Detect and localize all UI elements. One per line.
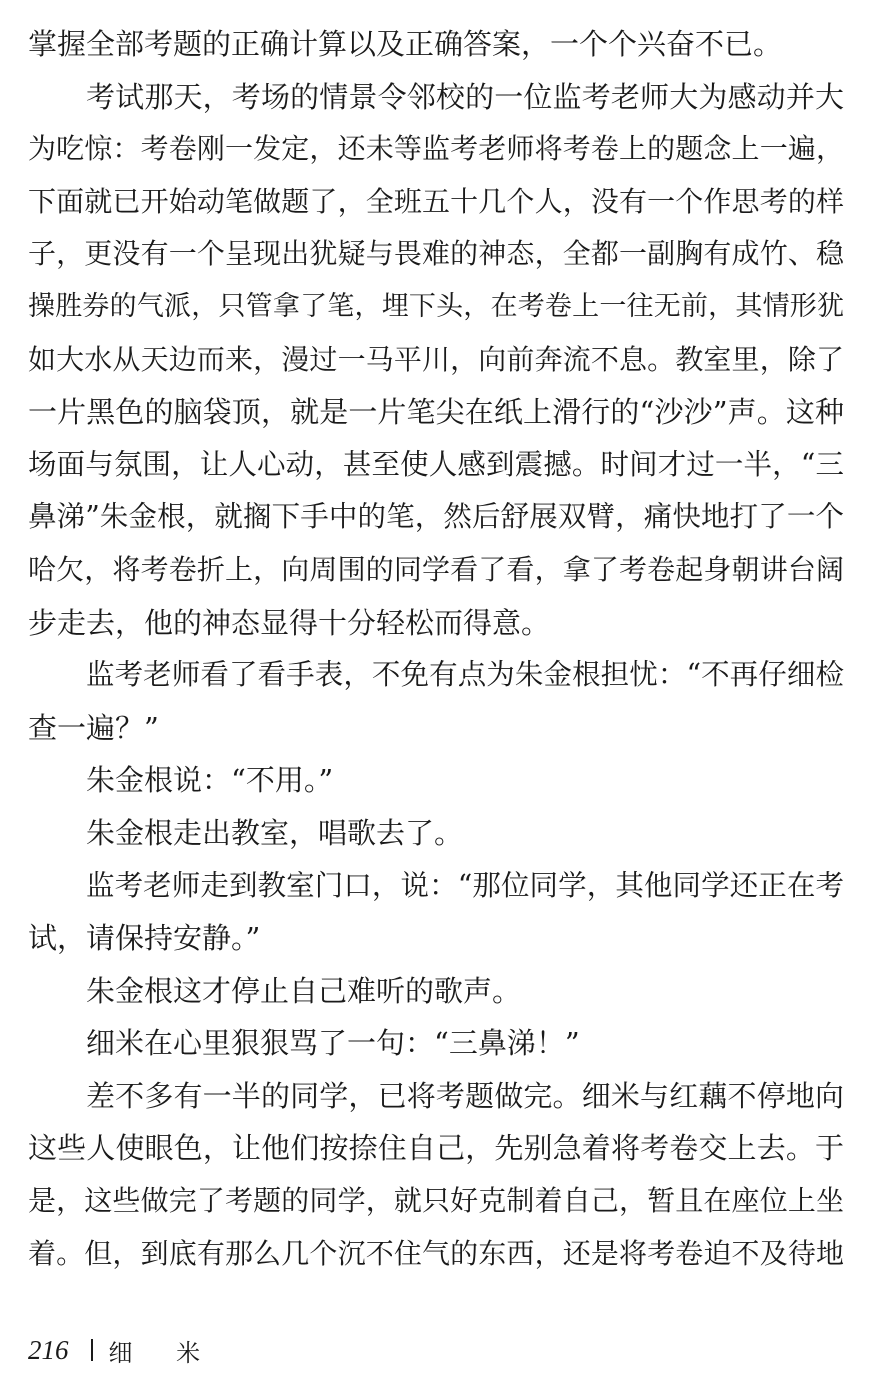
page-number: 216	[28, 1334, 69, 1365]
text-line: 子，更没有一个呈现出犹疑与畏难的神态，全都一副胸有成竹、稳	[28, 237, 844, 271]
page-footer	[28, 1330, 218, 1370]
text-line: 这些人使眼色，让他们按捺住自己，先别急着将考卷交上去。于	[28, 1131, 844, 1166]
text-line: 着。但，到底有那么几个沉不住气的东西，还是将考卷迫不及待地	[28, 1236, 844, 1270]
text-line: 朱金根走出教室，唱歌去了。	[86, 815, 464, 850]
text-line: 朱金根这才停止自己难听的歌声。	[86, 973, 522, 1008]
text-line: 步走去，他的神态显得十分轻松而得意。	[28, 605, 551, 640]
text-line: 差不多有一半的同学，已将考题做完。细米与红藕不停地向	[86, 1078, 844, 1113]
footer-divider	[91, 1339, 93, 1361]
text-line: 如大水从天边而来，漫过一马平川，向前奔流不息。教室里，除了	[28, 342, 844, 376]
text-line: 掌握全部考题的正确计算以及正确答案，一个个兴奋不已。	[28, 27, 783, 61]
text-line: 考试那天，考场的情景令邻校的一位监考老师大为感动并大	[86, 79, 844, 114]
text-line: 鼻涕”朱金根，就搁下手中的笔，然后舒展双臂，痛快地打了一个	[28, 500, 844, 534]
text-line: 查一遍？”	[28, 710, 159, 745]
body-text	[28, 18, 844, 1280]
text-line: 操胜券的气派，只管拿了笔，埋下头，在考卷上一往无前，其情形犹	[28, 290, 844, 322]
text-line: 一片黑色的脑袋顶，就是一片笔尖在纸上滑行的“沙沙”声。这种	[28, 395, 844, 430]
text-line: 为吃惊：考卷刚一发定，还未等监考老师将考卷上的题念上一遍，	[28, 132, 844, 166]
text-line: 监考老师看了看手表，不免有点为朱金根担忧：“不再仔细检	[86, 658, 844, 692]
text-line: 场面与氛围，让人心动，甚至使人感到震撼。时间才过一半，“三	[28, 447, 844, 481]
text-line: 监考老师走到教室门口，说：“那位同学，其他同学还正在考	[86, 868, 844, 902]
text-line: 下面就已开始动笔做题了，全班五十几个人，没有一个作思考的样	[28, 184, 844, 218]
text-line: 是，这些做完了考题的同学，就只好克制着自己，暂且在座位上坐	[28, 1184, 844, 1218]
text-line: 试，请保持安静。”	[28, 921, 261, 956]
running-title: 细 米	[108, 1338, 219, 1367]
text-line: 细米在心里狠狠骂了一句：“三鼻涕！”	[86, 1026, 580, 1061]
text-line: 哈欠，将考卷折上，向周围的同学看了看，拿了考卷起身朝讲台阔	[28, 552, 844, 586]
text-line: 朱金根说：“不用。”	[86, 763, 334, 798]
